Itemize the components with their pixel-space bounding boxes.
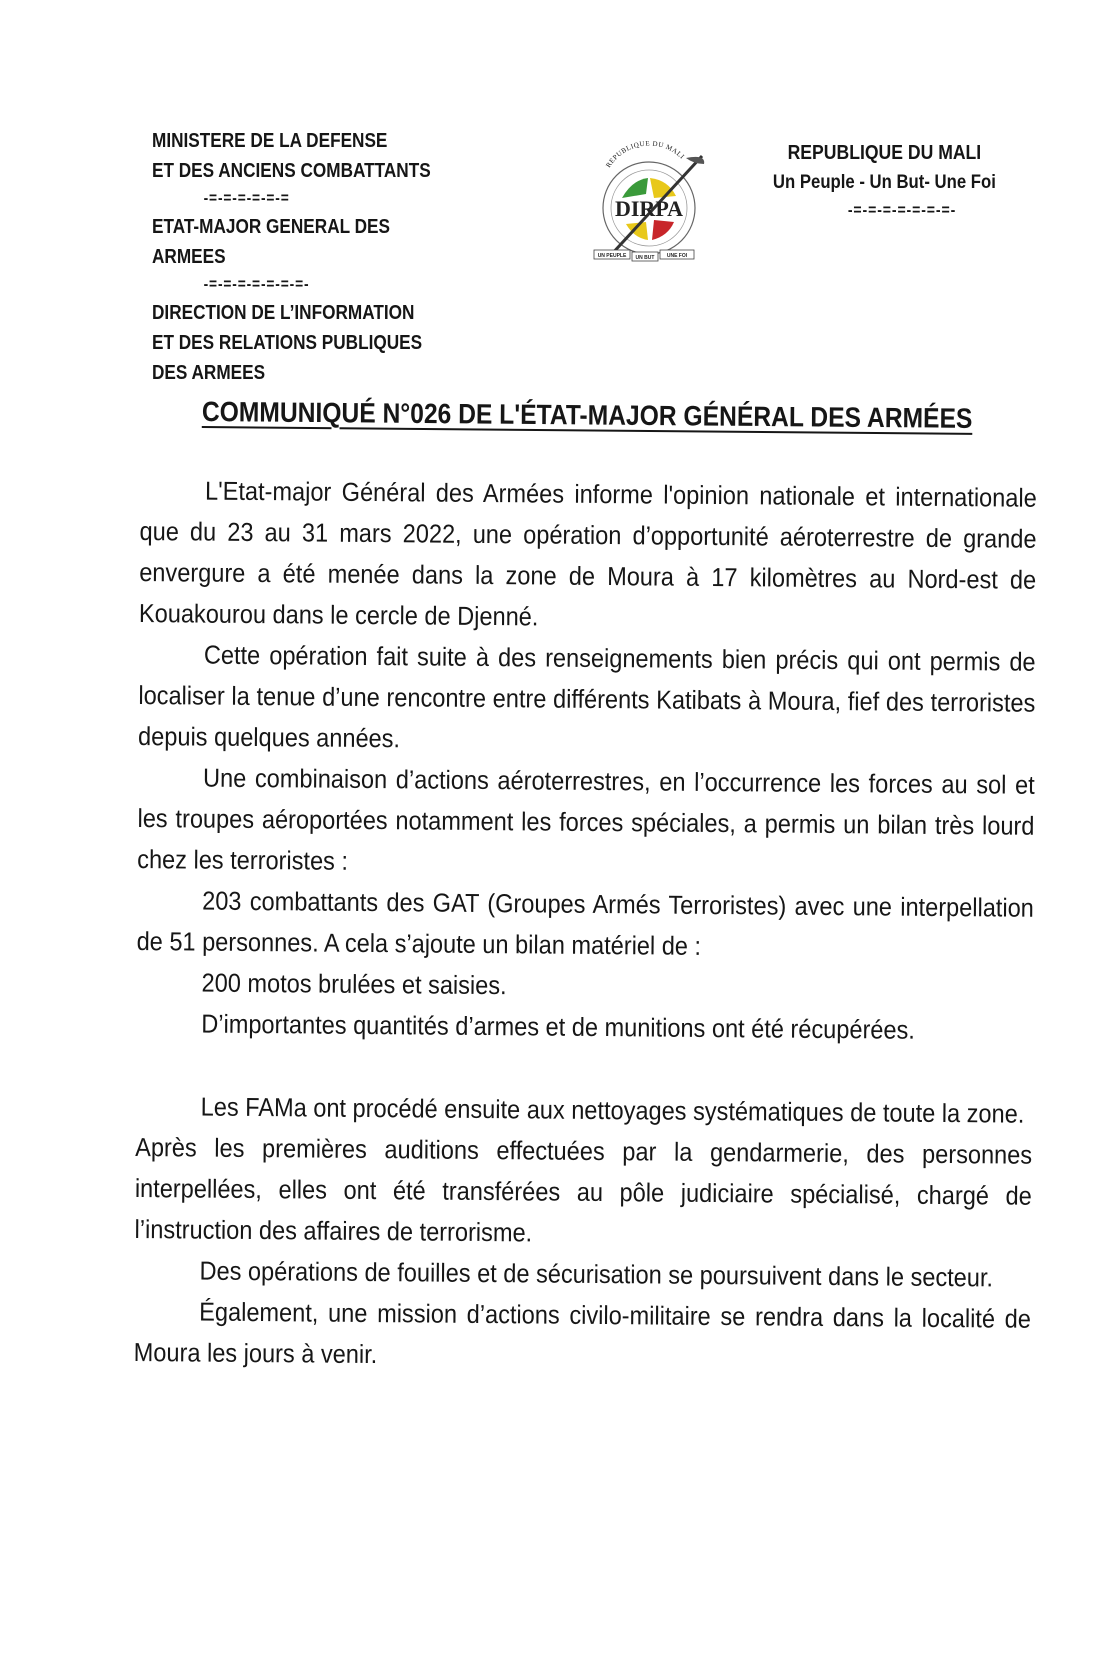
paragraph: Cette opération fait suite à des renseignements bien précis qui ont permis de localiser la tenue d’une rencontre entre différents Katibats à Moura, fief des terroristes depuis quelques années. (138, 639, 1036, 754)
paragraph: Les FAMa ont procédé ensuite aux nettoyages systématiques de toute la zone. (200, 1091, 1025, 1129)
dirpa-logo (582, 138, 716, 272)
direction-line-2: ET DES RELATIONS PUBLIQUES (152, 332, 423, 354)
logo-arc-text: REPUBLIQUE DU MALI (604, 139, 687, 170)
staff-line: ETAT-MAJOR GENERAL DES ARMEES (152, 216, 390, 268)
ribbon-text-3: UNE FOI (666, 253, 688, 259)
header-right-block (770, 138, 999, 224)
separator: -=-=-=-=-=-=-=- (203, 276, 310, 293)
logo-text: DIRPA (614, 196, 684, 221)
ministry-line-2: ET DES ANCIENS COMBATTANTS (152, 160, 431, 182)
ministry-line-1: MINISTERE DE LA DEFENSE (152, 130, 388, 152)
paragraph: Une combinaison d’actions aéroterrestres, en l’occurrence les forces au sol et les troupes aéroportées notamment les forces spéciales, a permis un bilan très lourd chez les terroristes : (137, 762, 1035, 876)
paragraph: Également, une mission d’actions civilo-militaire se rendra dans la localité de Moura les jours à venir. (133, 1296, 1032, 1370)
direction-line-3: DES ARMEES (152, 362, 266, 384)
separator: -=-=-=-=-=-= (203, 190, 290, 207)
paragraph: 200 motos brulées et saisies. (201, 967, 507, 1001)
direction-line-1: DIRECTION DE L’INFORMATION (152, 302, 415, 324)
country-name: REPUBLIQUE DU MALI (787, 142, 982, 164)
paragraph: D’importantes quantités d’armes et de munitions ont été récupérées. (201, 1008, 915, 1045)
communique-title: COMMUNIQUÉ N°026 DE L'ÉTAT-MAJOR GÉNÉRAL DES ARMÉES (201, 396, 973, 434)
ribbon-text-2: UN BUT (635, 255, 655, 261)
communique-body (134, 470, 1037, 1381)
paragraph: 203 combattants des GAT (Groupes Armés Terroristes) avec une interpellation de 51 personnes. A cela s’ajoute un bilan matériel de : (136, 885, 1034, 961)
paragraph: Après les premières auditions effectuées par la gendarmerie, des personnes interpellées, elles ont été transférées au pôle judiciaire spécialisé, chargé de l’instruction des affaires de terrorisme. (134, 1131, 1033, 1248)
ribbon-text-1: UN PEUPLE (597, 253, 627, 259)
national-motto: Un Peuple - Un But- Une Foi (772, 172, 996, 193)
paragraph: Des opérations de fouilles et de sécurisation se poursuivent dans le secteur. (199, 1255, 994, 1293)
paragraph: L'Etat-major Général des Armées informe l'opinion nationale et internationale que du 23 au 31 mars 2022, une opération d’opportunité aéroterrestre de grande envergure a été menée dans la zone de Moura à 17 kilomètres au Nord-est de Kouakourou dans le cercle de Djenné. (138, 475, 1037, 632)
separator: -=-=-=-=-=-=-=- (847, 202, 957, 219)
header-left-block (152, 126, 462, 388)
